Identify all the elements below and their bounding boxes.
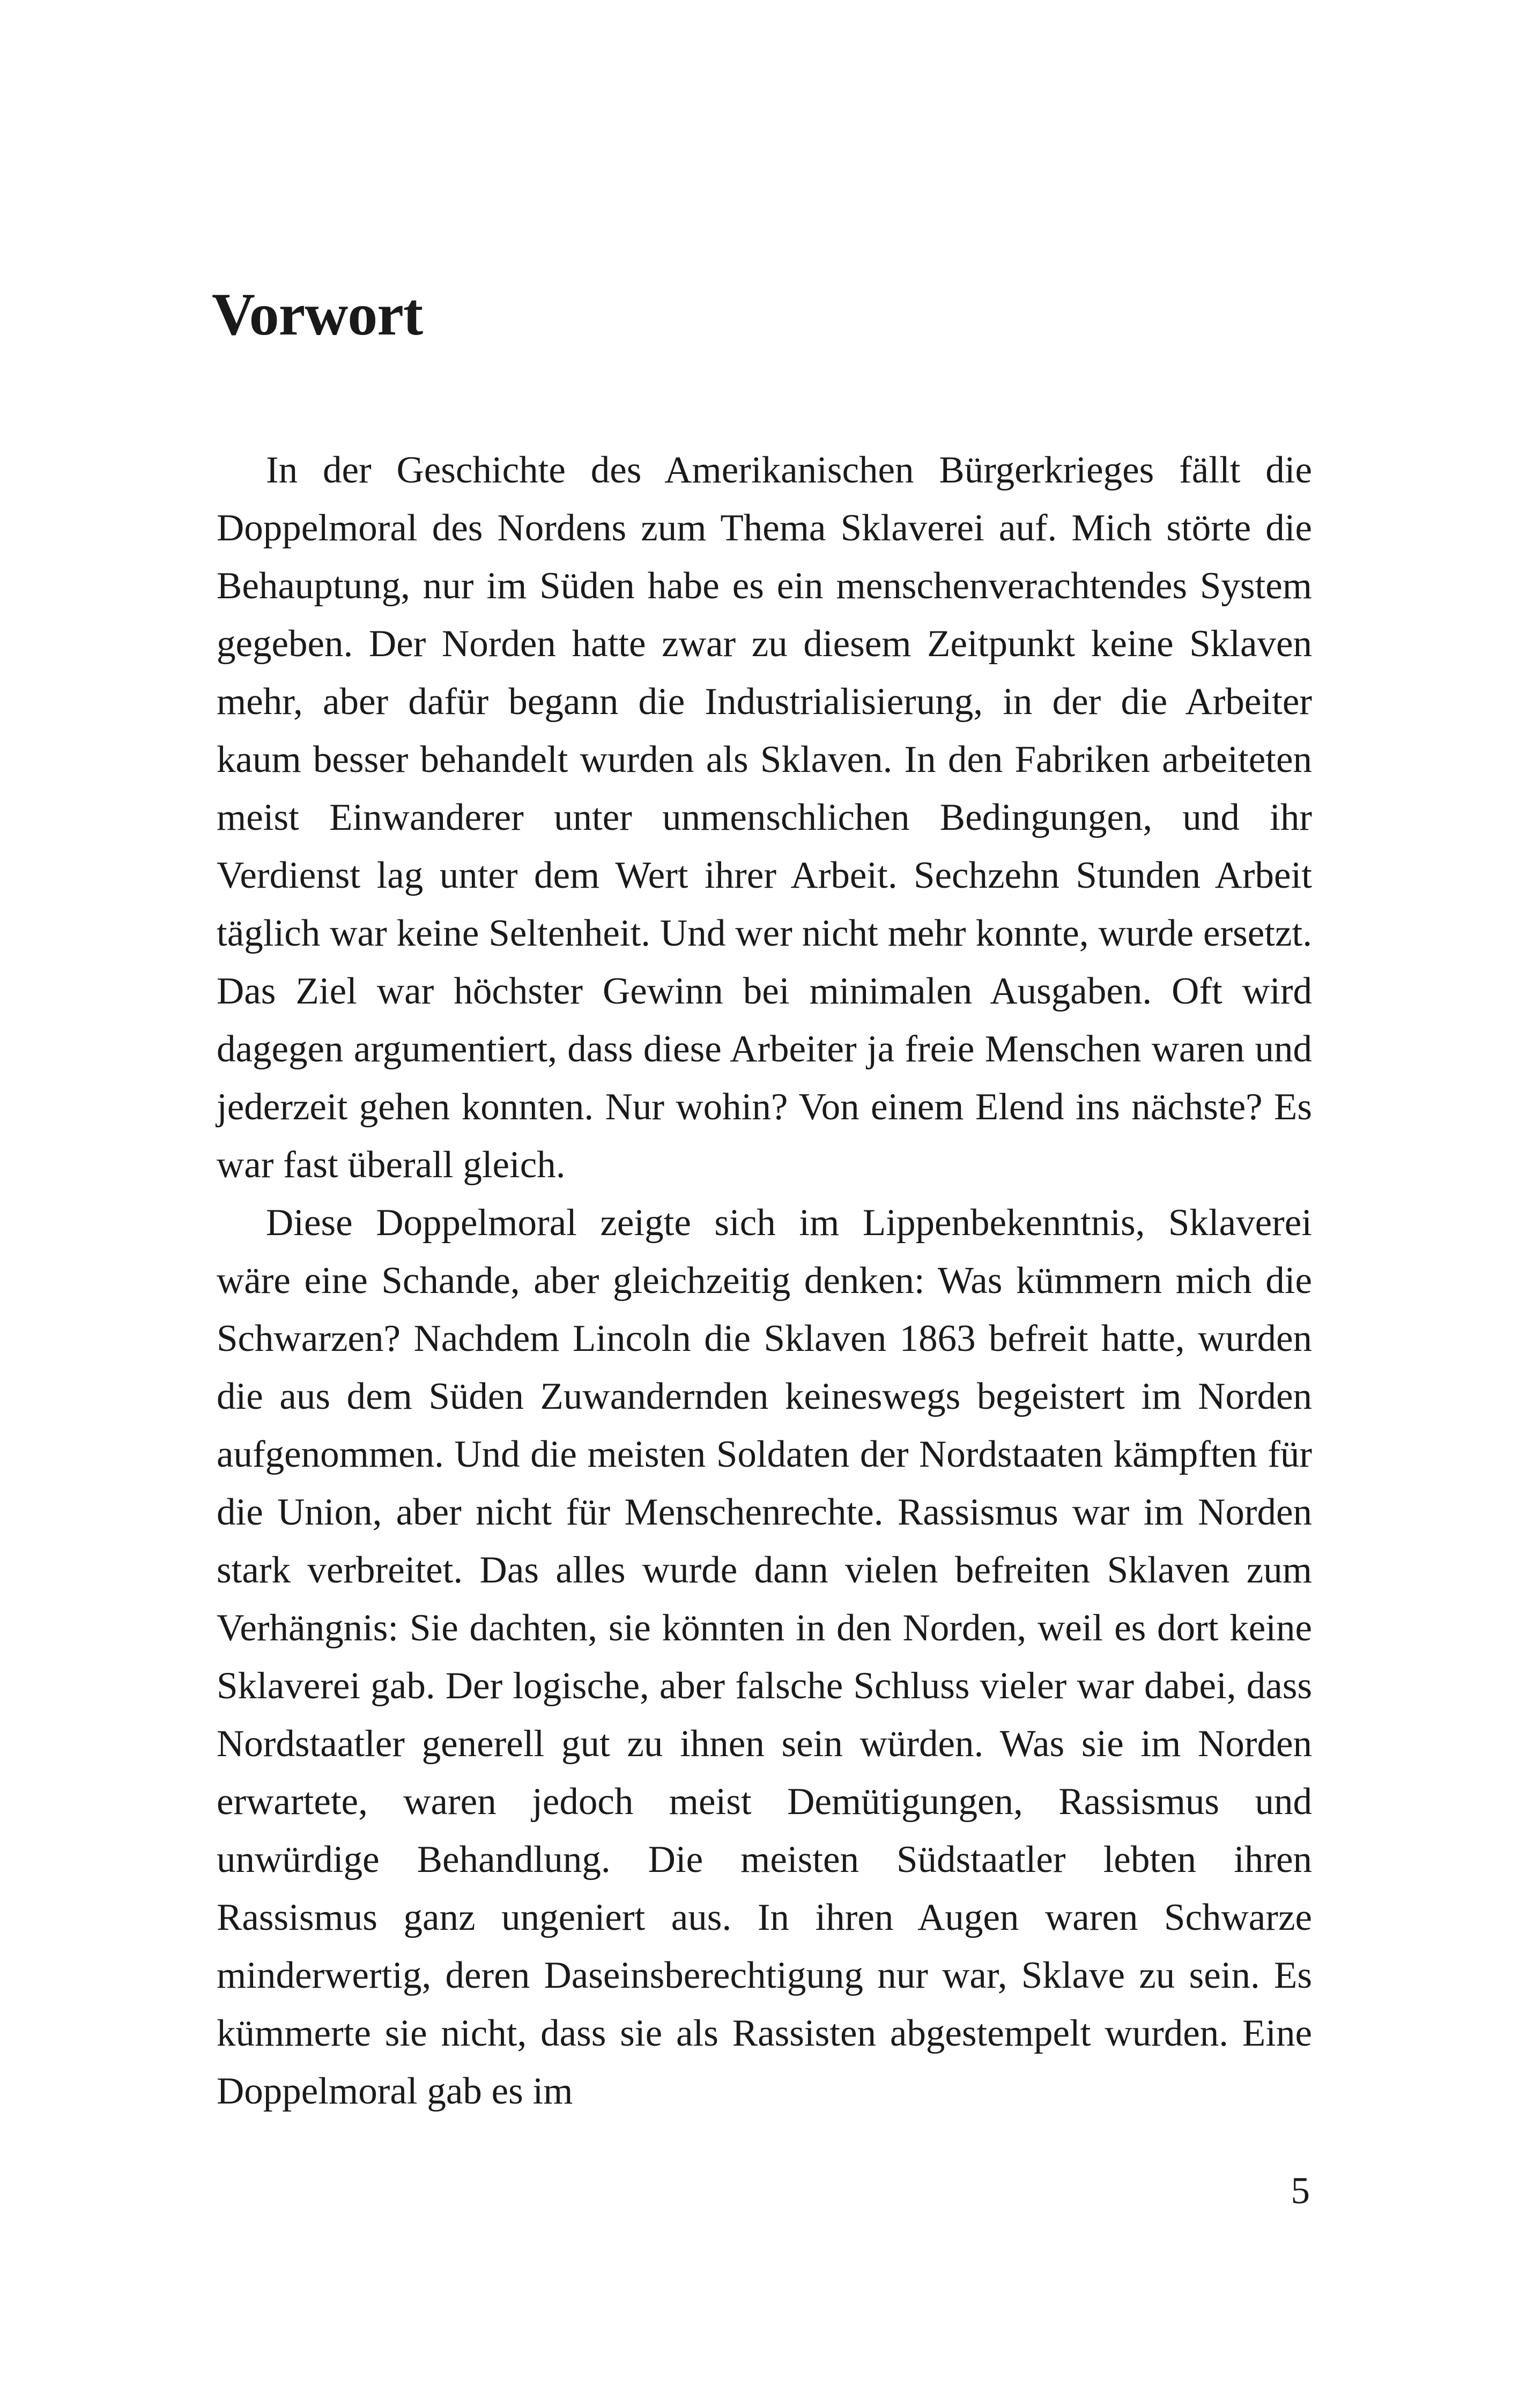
page-number: 5 — [1291, 2170, 1310, 2212]
paragraph-1: In der Geschichte des Amerikanischen Bürgerkrieges fällt die Doppelmoral des Nordens zum Thema Sklaverei auf. Mich störte die Behauptung, nur im Süden habe es ein menschenverachtendes System gegeben. Der Norden hatte zwar zu diesem Zeitpunkt keine Sklaven mehr, aber dafür begann die Industrialisierung, in der die Arbeiter kaum besser behandelt wurden als Sklaven. In den Fabriken arbeiteten meist Einwanderer unter unmenschlichen Bedingungen, und ihr Verdienst lag unter dem Wert ihrer Arbeit. Sechzehn Stunden Arbeit täglich war keine Seltenheit. Und wer nicht mehr konnte, wurde ersetzt. Das Ziel war höchster Gewinn bei minimalen Ausgaben. Oft wird dagegen argumentiert, dass diese Arbeiter ja freie Menschen waren und jederzeit gehen konnten. Nur wohin? Von einem Elend ins nächste? Es war fast überall gleich. — [217, 449, 1312, 1186]
body-text — [217, 441, 1312, 2120]
chapter-title: Vorwort — [212, 281, 423, 348]
paragraph-2: Diese Doppelmoral zeigte sich im Lippenbekenntnis, Sklaverei wäre eine Schande, aber gleichzeitig denken: Was kümmern mich die Schwarzen? Nachdem Lincoln die Sklaven 1863 befreit hatte, wurden die aus dem Süden Zuwandernden keineswegs begeistert im Norden aufgenommen. Und die meisten Soldaten der Nordstaaten kämpften für die Union, aber nicht für Menschenrechte. Rassismus war im Norden stark verbreitet. Das alles wurde dann vielen befreiten Sklaven zum Verhängnis: Sie dachten, sie könnten in den Norden, weil es dort keine Sklaverei gab. Der logische, aber falsche Schluss vieler war dabei, dass Nordstaatler generell gut zu ihnen sein würden. Was sie im Norden erwartete, waren jedoch meist Demütigungen, Rassismus und unwürdige Behandlung. Die meisten Südstaatler lebten ihren Rassismus ganz ungeniert aus. In ihren Augen waren Schwarze minderwertig, deren Daseinsberechtigung nur war, Sklave zu sein. Es kümmerte sie nicht, dass sie als Rassisten abgestempelt wurden. Eine Doppelmoral gab es im — [217, 1202, 1312, 2112]
